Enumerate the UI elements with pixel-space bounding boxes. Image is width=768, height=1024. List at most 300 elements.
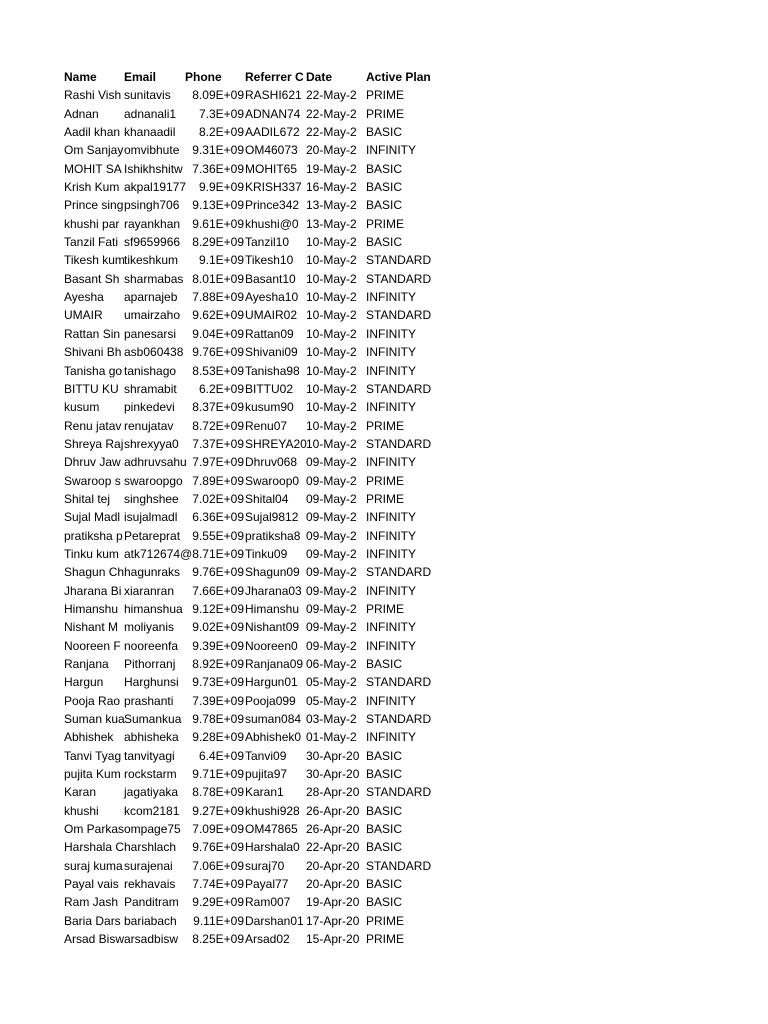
- cell-date: 13-May-2: [306, 198, 357, 213]
- cell-referrer: Karan1: [245, 785, 284, 800]
- cell-phone: 6.4E+09: [198, 748, 244, 763]
- cell-date: 01-May-2: [306, 730, 357, 745]
- cell-name: Hargun: [64, 675, 104, 690]
- table-row: [64, 343, 436, 361]
- cell-referrer: OM46073: [245, 143, 298, 158]
- cell-email: Petareprat: [124, 528, 181, 543]
- cell-phone: 7.02E+09: [192, 491, 244, 506]
- cell-name: Harshala C: [64, 840, 125, 855]
- table-row: [64, 673, 436, 691]
- cell-referrer: pujita97: [245, 767, 288, 782]
- cell-phone: 9.76E+09: [192, 840, 244, 855]
- cell-email: sunitavis: [124, 88, 171, 103]
- header-email: Email: [124, 70, 157, 84]
- cell-referrer: kusum90: [245, 400, 294, 415]
- cell-email: tanvityagi: [124, 748, 175, 763]
- cell-name: Nishant M: [64, 620, 119, 635]
- cell-referrer: Dhruv068: [245, 455, 298, 470]
- cell-active-plan: PRIME: [366, 88, 405, 103]
- cell-phone: 8.25E+09: [192, 932, 244, 947]
- cell-name: Tanzil Fati: [64, 235, 119, 250]
- cell-date: 09-May-2: [306, 601, 357, 616]
- cell-name: Rattan Sin: [64, 326, 121, 341]
- header-name: Name: [64, 70, 97, 84]
- cell-email: rockstarm: [124, 767, 177, 782]
- cell-date: 09-May-2: [306, 620, 357, 635]
- cell-name: Aadil khan: [64, 125, 121, 140]
- cell-email: pinkedevi: [124, 400, 175, 415]
- table-row: [64, 600, 436, 618]
- cell-active-plan: STANDARD: [366, 381, 432, 396]
- cell-date: 05-May-2: [306, 693, 357, 708]
- cell-referrer: Harshala0: [245, 840, 300, 855]
- cell-name: Abhishek: [64, 730, 114, 745]
- cell-email: singhshee: [124, 491, 179, 506]
- cell-active-plan: INFINITY: [366, 546, 416, 561]
- cell-referrer: Himanshu: [245, 601, 300, 616]
- cell-name: Tanvi Tyag: [64, 748, 122, 763]
- table-row: [64, 545, 436, 563]
- cell-email: bariabach: [124, 913, 177, 928]
- cell-referrer: Rattan09: [245, 326, 294, 341]
- cell-referrer: Prince342: [245, 198, 300, 213]
- cell-referrer: Tanzil10: [245, 235, 290, 250]
- cell-email: asb060438: [124, 345, 184, 360]
- table-row: [64, 582, 436, 600]
- cell-phone: 9.76E+09: [192, 565, 244, 580]
- cell-phone: 9.04E+09: [192, 326, 244, 341]
- cell-phone: 7.74E+09: [192, 877, 244, 892]
- cell-email: sharmabas: [124, 271, 184, 286]
- cell-date: 20-Apr-20: [306, 877, 360, 892]
- table-row: [64, 655, 436, 673]
- table-row: [64, 637, 436, 655]
- cell-active-plan: PRIME: [366, 601, 405, 616]
- cell-phone: 9.11E+09: [193, 913, 244, 928]
- table-row: [64, 251, 436, 269]
- cell-active-plan: INFINITY: [366, 290, 416, 305]
- cell-date: 09-May-2: [306, 510, 357, 525]
- cell-referrer: Arsad02: [245, 932, 290, 947]
- cell-active-plan: STANDARD: [366, 785, 432, 800]
- cell-phone: 7.3E+09: [198, 106, 244, 121]
- cell-active-plan: INFINITY: [366, 143, 416, 158]
- cell-email: himanshua: [124, 601, 183, 616]
- cell-date: 19-May-2: [306, 161, 357, 176]
- cell-referrer: pratiksha8: [245, 528, 301, 543]
- cell-active-plan: INFINITY: [366, 693, 416, 708]
- cell-referrer: UMAIR02: [245, 308, 298, 323]
- cell-active-plan: INFINITY: [366, 638, 416, 653]
- table-row: [64, 820, 436, 838]
- cell-name: Sujal Madl: [64, 510, 121, 525]
- cell-date: 10-May-2: [306, 326, 357, 341]
- cell-date: 09-May-2: [306, 565, 357, 580]
- cell-date: 09-May-2: [306, 473, 357, 488]
- cell-active-plan: INFINITY: [366, 730, 416, 745]
- cell-email: moliyanis: [124, 620, 175, 635]
- cell-referrer: Jharana03: [245, 583, 302, 598]
- cell-name: Tinku kum: [64, 546, 119, 561]
- cell-phone: 8.37E+09: [192, 400, 244, 415]
- cell-referrer: RASHI621: [245, 88, 302, 103]
- cell-date: 09-May-2: [306, 546, 357, 561]
- cell-date: 10-May-2: [306, 436, 357, 451]
- cell-active-plan: STANDARD: [366, 271, 432, 286]
- cell-name: Om Sanjay: [64, 143, 124, 158]
- cell-referrer: Darshan01: [245, 913, 304, 928]
- cell-active-plan: BASIC: [366, 895, 403, 910]
- table-row: [64, 417, 436, 435]
- cell-phone: 7.06E+09: [192, 858, 244, 873]
- cell-phone: 6.36E+09: [192, 510, 244, 525]
- cell-email: rekhavais: [124, 877, 176, 892]
- cell-referrer: Pooja099: [245, 693, 296, 708]
- cell-referrer: BITTU02: [245, 381, 294, 396]
- cell-phone: 8.53E+09: [192, 363, 244, 378]
- table-row: [64, 160, 436, 178]
- cell-name: BITTU KU: [64, 381, 119, 396]
- cell-phone: 8.92E+09: [192, 657, 244, 671]
- cell-referrer: Basant10: [245, 271, 296, 286]
- cell-phone: 9.62E+09: [192, 308, 244, 323]
- header-active-plan: Active Plan: [366, 70, 431, 84]
- cell-email: shrexyya0: [124, 436, 179, 451]
- cell-active-plan: BASIC: [366, 161, 403, 176]
- cell-date: 22-Apr-20: [306, 840, 360, 855]
- cell-email: omvibhute: [124, 143, 180, 158]
- cell-referrer: MOHIT65: [245, 161, 298, 176]
- cell-name: Basant Sh: [64, 271, 120, 286]
- cell-name: Baria Dars: [64, 913, 121, 928]
- cell-name: Payal vais: [64, 877, 119, 892]
- header-phone: Phone: [185, 70, 222, 84]
- cell-date: 10-May-2: [306, 290, 357, 305]
- cell-referrer: Nishant09: [245, 620, 300, 635]
- cell-referrer: suraj70: [245, 858, 285, 873]
- cell-date: 22-May-2: [306, 106, 357, 121]
- cell-active-plan: PRIME: [366, 491, 405, 506]
- cell-date: 10-May-2: [306, 381, 357, 396]
- cell-date: 15-Apr-20: [306, 932, 360, 947]
- cell-active-plan: INFINITY: [366, 345, 416, 360]
- cell-date: 09-May-2: [306, 638, 357, 653]
- cell-referrer: khushi@0: [245, 216, 299, 231]
- cell-date: 30-Apr-20: [306, 767, 360, 782]
- cell-date: 22-May-2: [306, 88, 357, 103]
- cell-name: khushi par: [64, 216, 120, 231]
- cell-date: 09-May-2: [306, 528, 357, 543]
- cell-email: adhruvsahu: [124, 455, 187, 470]
- cell-active-plan: PRIME: [366, 216, 405, 231]
- cell-active-plan: STANDARD: [366, 253, 432, 268]
- cell-phone: 9.61E+09: [192, 216, 244, 231]
- cell-phone: 7.39E+09: [192, 693, 244, 708]
- table-row: [64, 563, 436, 581]
- cell-referrer: SHREYA20: [245, 436, 307, 451]
- table-row: [64, 215, 436, 233]
- cell-email: Harghunsi: [124, 675, 179, 690]
- table-row: [64, 288, 436, 306]
- cell-referrer: khushi928: [245, 803, 300, 818]
- cell-email: arsadbisw: [124, 932, 179, 947]
- cell-active-plan: STANDARD: [366, 858, 432, 873]
- cell-email: nooreenfa: [124, 638, 179, 653]
- cell-active-plan: STANDARD: [366, 712, 432, 727]
- cell-phone: 8.71E+09: [192, 546, 244, 561]
- cell-active-plan: STANDARD: [366, 308, 432, 323]
- cell-email: akpal19177: [124, 180, 187, 195]
- table-row: [64, 508, 436, 526]
- cell-phone: 7.37E+09: [192, 436, 244, 451]
- cell-email: tikeshkum: [124, 253, 179, 268]
- cell-referrer: Shital04: [245, 491, 289, 506]
- cell-active-plan: INFINITY: [366, 583, 416, 598]
- cell-email: umairzaho: [124, 308, 181, 323]
- cell-email: abhisheka: [124, 730, 179, 745]
- table-row: [64, 490, 436, 508]
- cell-phone: 7.09E+09: [192, 822, 244, 837]
- cell-email: isujalmadl: [124, 510, 178, 525]
- table-row: [64, 233, 436, 251]
- cell-name: Tikesh kum: [64, 253, 125, 268]
- cell-name: MOHIT SA: [64, 161, 122, 176]
- cell-active-plan: BASIC: [366, 767, 403, 782]
- cell-date: 10-May-2: [306, 308, 357, 323]
- table-row: [64, 893, 436, 911]
- cell-name: Arsad Bisw: [64, 932, 125, 947]
- cell-referrer: Shagun09: [245, 565, 300, 580]
- table-row: [64, 618, 436, 636]
- cell-date: 28-Apr-20: [306, 785, 360, 800]
- table-row: [64, 747, 436, 765]
- table-row: [64, 857, 436, 875]
- cell-date: 19-Apr-20: [306, 895, 360, 910]
- cell-email: ompage75: [124, 822, 181, 837]
- cell-name: Ayesha: [64, 290, 104, 305]
- table-row: [64, 325, 436, 343]
- cell-phone: 7.36E+09: [192, 161, 244, 176]
- cell-referrer: Sujal9812: [245, 510, 299, 525]
- cell-referrer: Hargun01: [245, 675, 298, 690]
- cell-referrer: Swaroop0: [245, 473, 300, 488]
- cell-active-plan: BASIC: [366, 198, 403, 213]
- cell-date: 20-May-2: [306, 143, 357, 158]
- cell-referrer: Abhishek0: [245, 730, 302, 745]
- cell-email: surajenai: [124, 858, 173, 873]
- cell-date: 17-Apr-20: [306, 913, 360, 928]
- cell-email: kcom2181: [124, 803, 180, 818]
- cell-phone: 9.76E+09: [192, 345, 244, 360]
- table-row: [64, 527, 436, 545]
- cell-phone: 9.28E+09: [192, 730, 244, 745]
- table-row: [64, 398, 436, 416]
- cell-date: 30-Apr-20: [306, 748, 360, 763]
- cell-date: 05-May-2: [306, 675, 357, 690]
- cell-date: 03-May-2: [306, 712, 357, 727]
- cell-email: sf9659966: [124, 235, 181, 250]
- cell-phone: 8.72E+09: [192, 418, 244, 433]
- cell-email: khanaadil: [124, 125, 176, 140]
- cell-email: aparnajeb: [124, 290, 178, 305]
- cell-active-plan: INFINITY: [366, 455, 416, 470]
- cell-name: kusum: [64, 400, 100, 415]
- cell-phone: 8.2E+09: [198, 125, 244, 140]
- table-row: [64, 930, 436, 948]
- cell-referrer: suman084: [245, 712, 302, 727]
- cell-phone: 9.29E+09: [192, 895, 244, 910]
- cell-date: 10-May-2: [306, 235, 357, 250]
- cell-name: Prince sing: [64, 198, 124, 213]
- cell-referrer: Renu07: [245, 418, 288, 433]
- cell-date: 09-May-2: [306, 455, 357, 470]
- cell-date: 16-May-2: [306, 180, 357, 195]
- table-row: [64, 453, 436, 471]
- table-row: [64, 306, 436, 324]
- cell-referrer: Payal77: [245, 877, 289, 892]
- table-row: [64, 86, 436, 104]
- cell-email: panesarsi: [124, 326, 177, 341]
- cell-date: 13-May-2: [306, 216, 357, 231]
- cell-email: prashanti: [124, 693, 174, 708]
- cell-referrer: Tanisha98: [245, 363, 300, 378]
- cell-name: Swaroop s: [64, 473, 121, 488]
- cell-active-plan: BASIC: [366, 235, 403, 250]
- cell-date: 26-Apr-20: [306, 822, 360, 837]
- cell-referrer: Tinku09: [245, 546, 288, 561]
- cell-name: Shital tej: [64, 491, 111, 506]
- cell-active-plan: PRIME: [366, 473, 405, 488]
- cell-name: pujita Kum: [64, 767, 121, 782]
- cell-name: Karan: [64, 785, 97, 800]
- cell-phone: 9.9E+09: [198, 180, 244, 195]
- cell-active-plan: PRIME: [366, 913, 405, 928]
- cell-email: jagatiyaka: [124, 785, 179, 800]
- cell-email: tanishago: [124, 363, 177, 378]
- table-row: [64, 472, 436, 490]
- cell-phone: 9.78E+09: [192, 712, 244, 727]
- cell-referrer: Tikesh10: [245, 253, 294, 268]
- spreadsheet-table: [64, 68, 436, 949]
- cell-phone: 8.78E+09: [192, 785, 244, 800]
- cell-phone: 9.71E+09: [192, 767, 244, 782]
- cell-email: shramabit: [124, 381, 177, 396]
- cell-phone: 8.01E+09: [192, 271, 244, 286]
- cell-name: Pooja Rao: [64, 693, 121, 708]
- cell-name: Himanshu: [64, 601, 119, 616]
- cell-phone: 9.39E+09: [192, 638, 244, 653]
- cell-phone: 9.12E+09: [192, 601, 244, 616]
- cell-name: Nooreen F: [64, 638, 121, 653]
- table-row: [64, 141, 436, 159]
- cell-referrer: AADIL672: [245, 125, 300, 140]
- cell-active-plan: BASIC: [366, 803, 403, 818]
- cell-active-plan: PRIME: [366, 932, 405, 947]
- cell-date: 10-May-2: [306, 345, 357, 360]
- table-row: [64, 802, 436, 820]
- cell-email: psingh706: [124, 198, 180, 213]
- cell-phone: 9.1E+09: [198, 253, 244, 268]
- cell-active-plan: INFINITY: [366, 363, 416, 378]
- cell-email: atk712674@: [124, 546, 193, 561]
- cell-date: 10-May-2: [306, 253, 357, 268]
- cell-name: Rashi Vish: [64, 88, 122, 103]
- cell-referrer: Tanvi09: [245, 748, 287, 763]
- cell-phone: 7.88E+09: [192, 290, 244, 305]
- cell-active-plan: STANDARD: [366, 565, 432, 580]
- header-row: [64, 68, 436, 86]
- cell-phone: 7.97E+09: [192, 455, 244, 470]
- cell-referrer: Ram007: [245, 895, 291, 910]
- cell-email: Pithorranj: [124, 657, 176, 671]
- table-row: [64, 710, 436, 728]
- cell-active-plan: STANDARD: [366, 675, 432, 690]
- cell-email: Panditram: [124, 895, 179, 910]
- cell-name: Dhruv Jaw: [64, 455, 121, 470]
- cell-email: harshlach: [124, 840, 177, 855]
- table-row: [64, 838, 436, 856]
- cell-email: xiaranran: [124, 583, 175, 598]
- cell-active-plan: BASIC: [366, 877, 403, 892]
- cell-active-plan: INFINITY: [366, 326, 416, 341]
- cell-email: Sumankua: [124, 712, 182, 727]
- cell-phone: 9.02E+09: [192, 620, 244, 635]
- cell-date: 09-May-2: [306, 491, 357, 506]
- table-body: [64, 86, 436, 948]
- cell-date: 06-May-2: [306, 657, 357, 671]
- cell-referrer: Ayesha10: [245, 290, 299, 305]
- table-row: [64, 362, 436, 380]
- cell-phone: 9.27E+09: [192, 803, 244, 818]
- cell-active-plan: BASIC: [366, 822, 403, 837]
- cell-phone: 7.66E+09: [192, 583, 244, 598]
- table-row: [64, 380, 436, 398]
- cell-phone: 9.73E+09: [192, 675, 244, 690]
- table-row: [64, 692, 436, 710]
- cell-name: Ranjana: [64, 657, 109, 671]
- cell-name: Tanisha go: [64, 363, 123, 378]
- cell-name: khushi: [64, 803, 99, 818]
- cell-active-plan: PRIME: [366, 418, 405, 433]
- cell-active-plan: PRIME: [366, 106, 405, 121]
- table-row: [64, 196, 436, 214]
- cell-name: Renu jatav: [64, 418, 122, 433]
- cell-active-plan: INFINITY: [366, 620, 416, 635]
- cell-date: 10-May-2: [306, 418, 357, 433]
- cell-email: Ishikhshitw: [124, 161, 183, 176]
- cell-name: Shivani Bh: [64, 345, 122, 360]
- cell-date: 10-May-2: [306, 400, 357, 415]
- cell-referrer: ADNAN74: [245, 106, 301, 121]
- cell-active-plan: STANDARD: [366, 436, 432, 451]
- cell-phone: 8.29E+09: [192, 235, 244, 250]
- cell-name: UMAIR: [64, 308, 103, 323]
- cell-active-plan: BASIC: [366, 180, 403, 195]
- cell-email: rayankhan: [124, 216, 181, 231]
- cell-referrer: Ranjana09: [245, 657, 304, 671]
- cell-active-plan: INFINITY: [366, 510, 416, 525]
- cell-name: Ram Jash: [64, 895, 119, 910]
- cell-phone: 8.09E+09: [192, 88, 244, 103]
- cell-date: 10-May-2: [306, 271, 357, 286]
- cell-date: 09-May-2: [306, 583, 357, 598]
- cell-name: Om Parkas: [64, 822, 125, 837]
- cell-date: 10-May-2: [306, 363, 357, 378]
- table-row: [64, 123, 436, 141]
- cell-referrer: Shivani09: [245, 345, 298, 360]
- header-referrer: Referrer C: [245, 70, 304, 84]
- cell-name: pratiksha p: [64, 528, 123, 543]
